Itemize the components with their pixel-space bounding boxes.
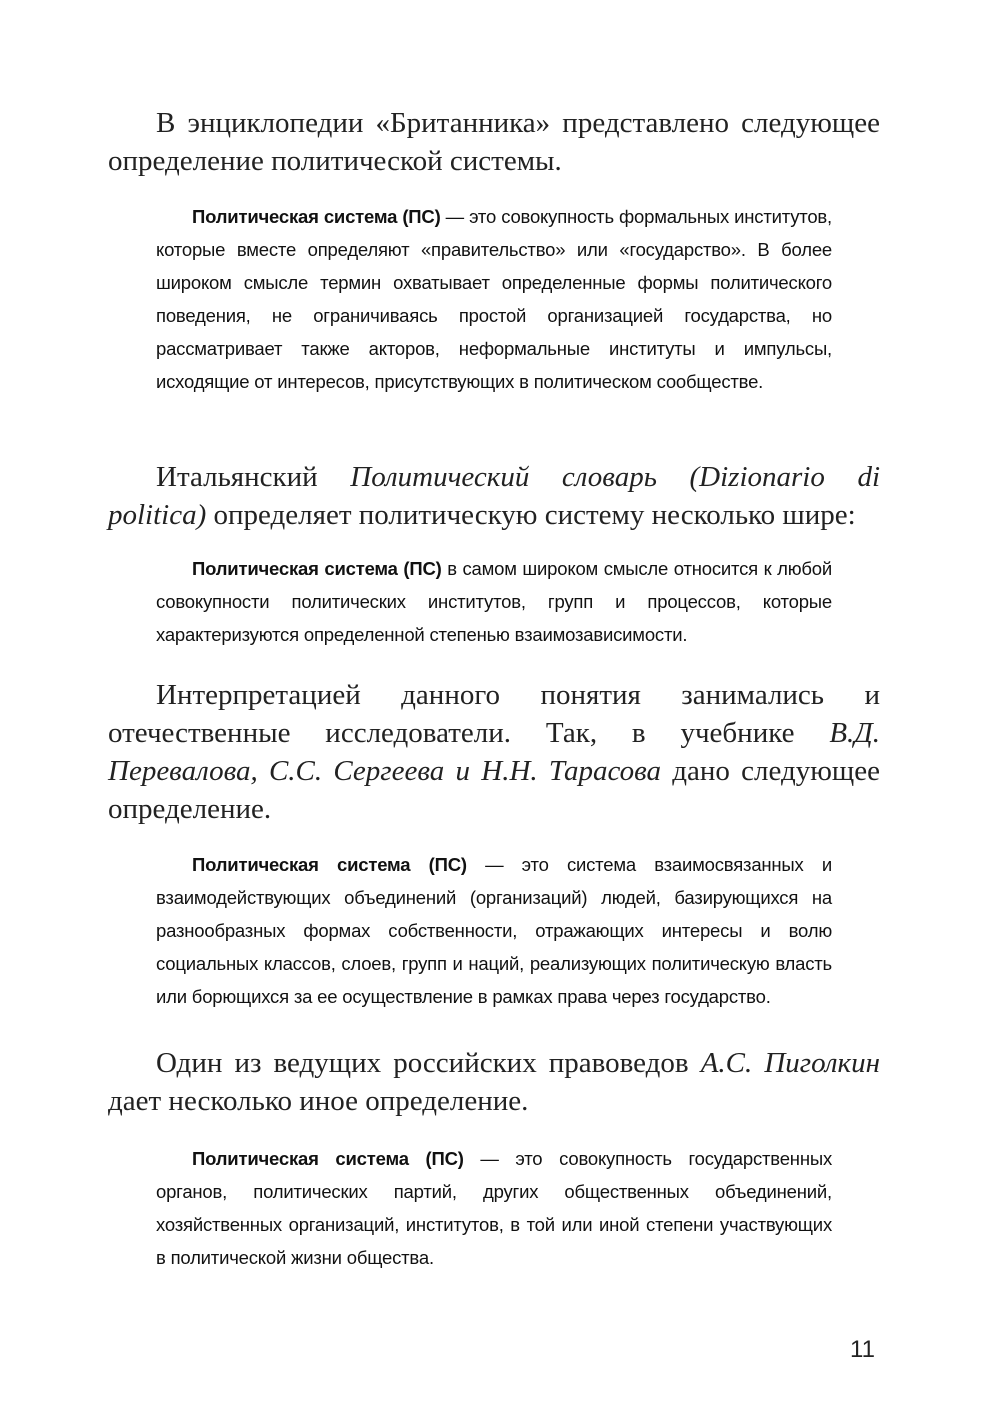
definition-text: — это совокупность формальных институтов, которые вместе определяют «правительство» или «государство». В более широком смысле термин охватывает определенные формы политического поведения, не ограничиваясь простой организацией государства, но рассматривает также акторов, неформальные институты и импульсы, исходящие от интересов, присутствующих в политическом сообществе. — [156, 206, 833, 392]
definition-text: — это система взаимосвязанных и взаимодействующих объединений (организаций) людей, базирующихся на разнообразных формах собственности, отражающих интересы и волю социальных классов, слоев, групп и наций, реализующих политическую власть или борющихся за ее осуществление в рамках права через государство. — [156, 854, 832, 1007]
definition-britannica — [156, 200, 832, 398]
paragraph-text-after: дает несколько иное определение. — [108, 1085, 529, 1117]
intro-paragraph-pigolkin — [108, 1044, 880, 1120]
paragraph-italic-authors: В.Д. Перевалова, С.С. Сергеева и Н.Н. Тарасова — [108, 717, 880, 787]
definition-term: Политическая система (ПС) — [192, 1148, 464, 1169]
paragraph-italic-author: А.С. Пиголкин — [700, 1047, 880, 1079]
definition-text: в самом широком смысле относится к любой совокупности политических институтов, групп и процессов, которые характеризуются определенной степенью взаимозависимости. — [156, 558, 833, 645]
definition-term: Политическая система (ПС) — [192, 558, 442, 579]
definition-text: — это совокупность государственных органов, политических партий, других общественных объединений, хозяйственных организаций, институтов, в той или иной степени участвующих в политической жизни общества. — [156, 1148, 832, 1268]
paragraph-text-before: Интерпретацией данного понятия занимались и отечественные исследователи. Так, в учебнике — [108, 679, 880, 749]
definition-term: Политическая система (ПС) — [192, 206, 441, 227]
paragraph-text-after: определяет политическую систему несколько шире: — [206, 499, 856, 531]
intro-paragraph-italian-dictionary — [108, 458, 880, 534]
paragraph-text-after: дано следующее определение. — [108, 755, 880, 825]
definition-pigolkin — [156, 1142, 832, 1274]
page-number: 11 — [850, 1336, 875, 1363]
paragraph-text-before: Один из ведущих российских правоведов — [156, 1047, 701, 1079]
intro-paragraph-perevalov — [108, 676, 880, 828]
paragraph-italic-source: Политический словарь (Dizionario di politica) — [108, 461, 880, 531]
paragraph-text-before: Итальянский — [156, 461, 351, 493]
definition-italian-dictionary — [156, 552, 832, 651]
definition-term: Политическая система (ПС) — [192, 854, 467, 875]
definition-perevalov — [156, 848, 832, 1013]
intro-paragraph-britannica — [108, 104, 880, 180]
paragraph-text: В энциклопедии «Британника» представлено следующее определение политической системы. — [108, 107, 880, 177]
